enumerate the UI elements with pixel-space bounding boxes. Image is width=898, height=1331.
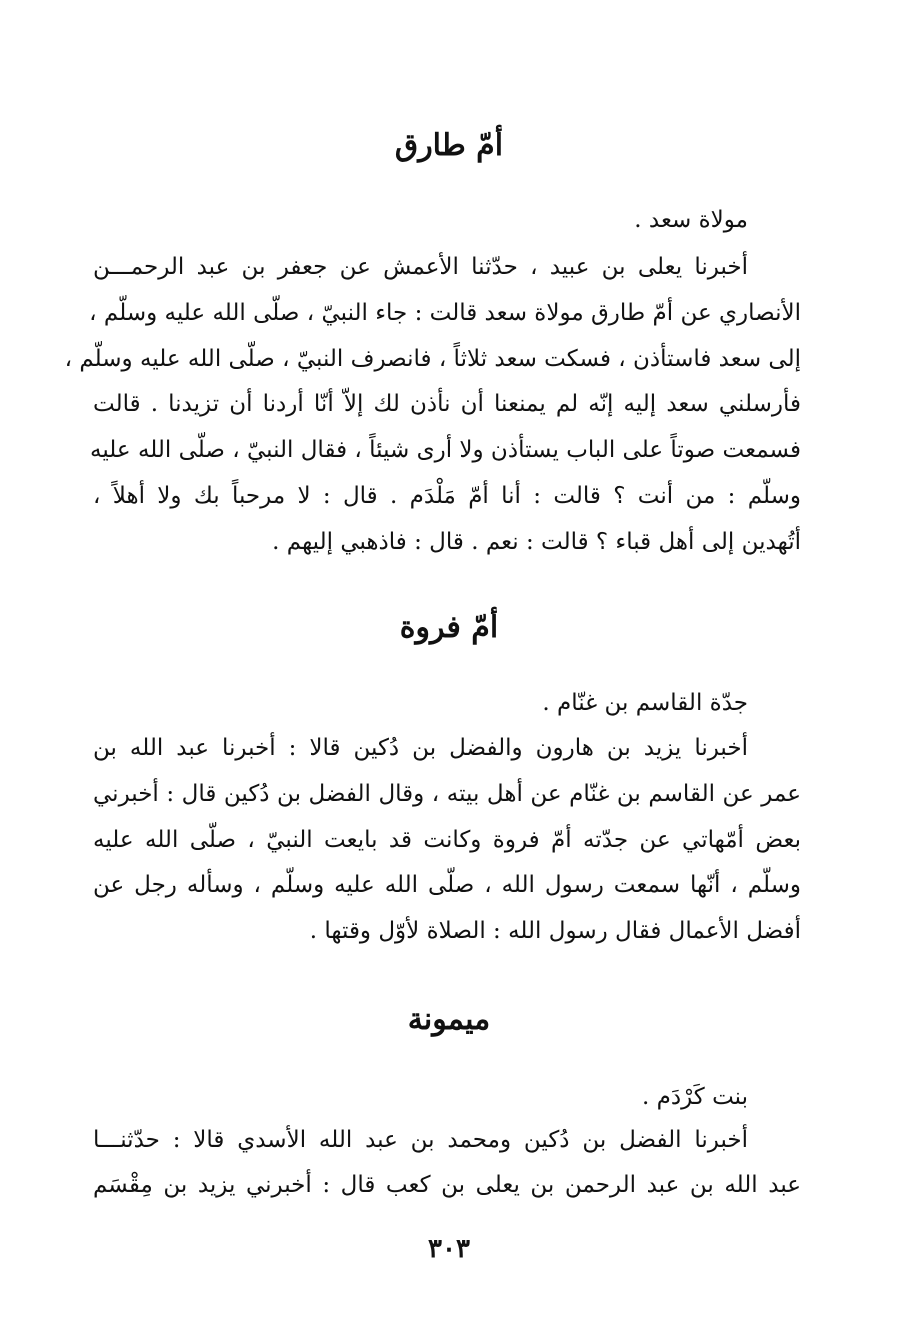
text-line: بعض أمّهاتي عن جدّته أمّ فروة وكانت قد بايعت النبيّ ، صلّى الله عليه (93, 827, 801, 853)
text-line: فأرسلني سعد إليه إنّه لم يمنعنا أن نأذن لك إلاّ أنّا أردنا أن تزيدنا . قالت (93, 391, 801, 417)
section-title-umm-farwa: أمّ فروة (399, 610, 499, 645)
text-line: فسمعت صوتاً على الباب يستأذن ولا أرى شيئاً ، فقال النبيّ ، صلّى الله عليه (90, 437, 801, 463)
section-subtitle-maymuna: بنت كَرْدَم . (642, 1084, 748, 1110)
section-subtitle-umm-farwa: جدّة القاسم بن غنّام . (542, 690, 748, 716)
text-line: أخبرنا يزيد بن هارون والفضل بن دُكين قالا : أخبرنا عبد الله بن (93, 735, 748, 761)
text-line: عمر عن القاسم بن غنّام عن أهل بيته ، وقال الفضل بن دُكين قال : أخبرني (93, 781, 801, 807)
text-line: أفضل الأعمال فقال رسول الله : الصلاة لأوّل وقتها . (309, 918, 801, 944)
text-line: عبد الله بن عبد الرحمن بن يعلى بن كعب قال : أخبرني يزيد بن مِقْسَم (93, 1172, 801, 1198)
text-line: أخبرنا الفضل بن دُكين ومحمد بن عبد الله الأسدي قالا : حدّثنـــا (93, 1127, 748, 1153)
text-line: وسلّم : من أنت ؟ قالت : أنا أمّ مَلْدَم . قال : لا مرحباً بك ولا أهلاً ، (93, 483, 801, 509)
page-number: ٣٠٣ (428, 1234, 470, 1264)
text-line: أتُهدين إلى أهل قباء ؟ قالت : نعم . قال : فاذهبي إليهم . (272, 529, 801, 555)
section-title-umm-tariq: أمّ طارق (394, 128, 504, 163)
text-line: وسلّم ، أنّها سمعت رسول الله ، صلّى الله عليه وسلّم ، وسأله رجل عن (93, 872, 801, 898)
text-line: إلى سعد فاستأذن ، فسكت سعد ثلاثاً ، فانصرف النبيّ ، صلّى الله عليه وسلّم ، (64, 346, 801, 372)
text-line: الأنصاري عن أمّ طارق مولاة سعد قالت : جاء النبيّ ، صلّى الله عليه وسلّم ، (89, 300, 801, 326)
text-line: أخبرنا يعلى بن عبيد ، حدّثنا الأعمش عن جعفر بن عبد الرحمـــن (93, 254, 748, 280)
section-title-maymuna: ميمونة (407, 1002, 491, 1037)
section-subtitle-umm-tariq: مولاة سعد . (634, 207, 748, 233)
